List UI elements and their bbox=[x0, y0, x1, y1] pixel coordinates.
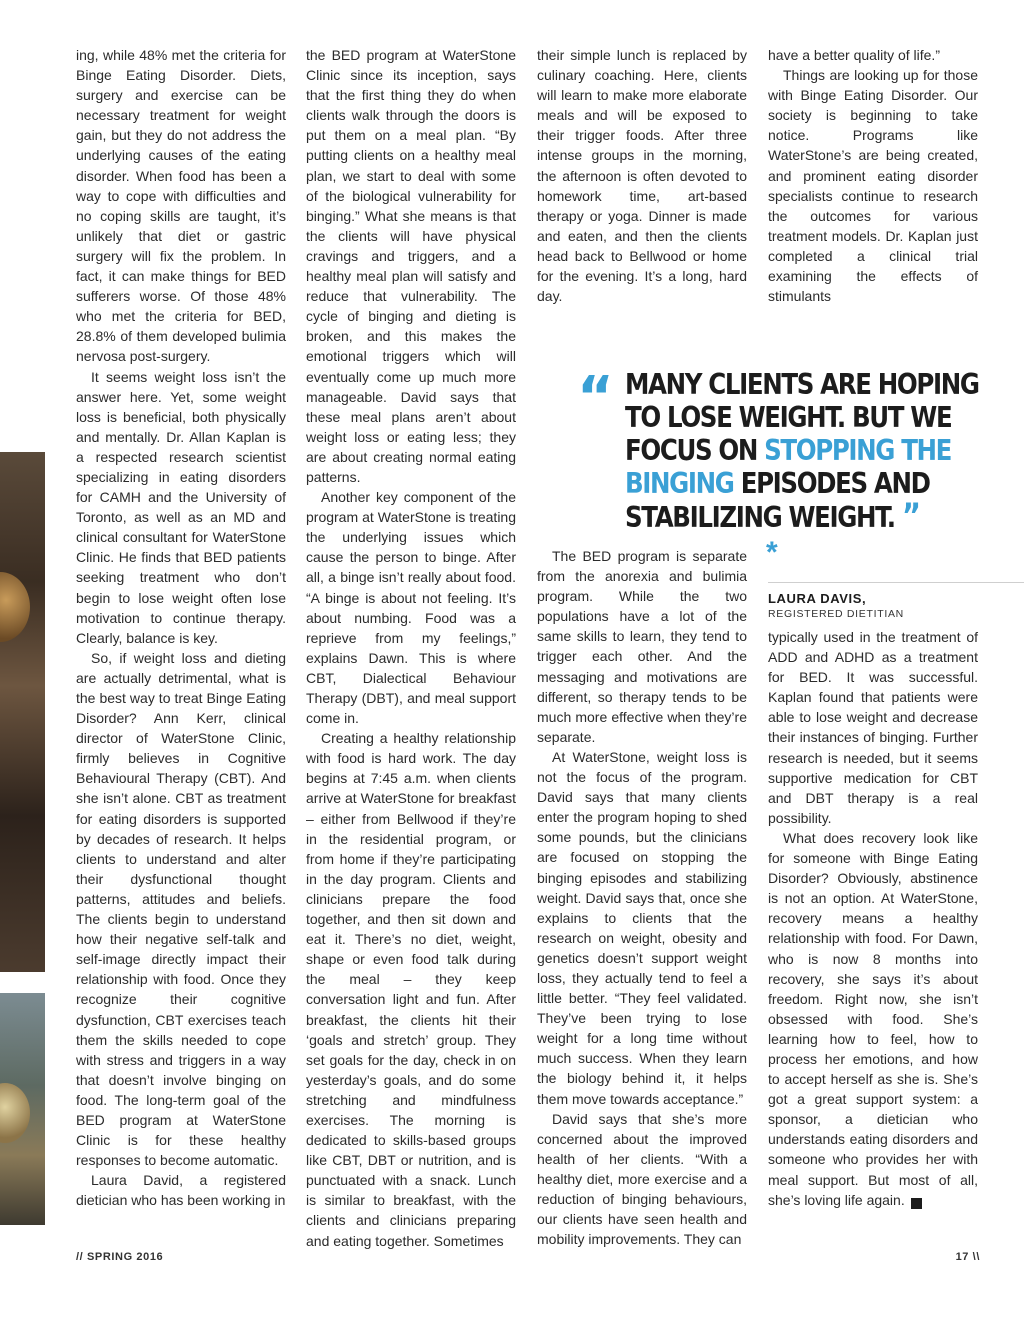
article-column-3-bottom bbox=[537, 546, 747, 1249]
paragraph: Laura David, a registered dietician who has been working in bbox=[76, 1172, 286, 1209]
article-column-1 bbox=[76, 45, 286, 1210]
pull-quote-highlight: STOPPING THE BINGING bbox=[625, 434, 952, 500]
attribution-name: LAURA DAVIS, bbox=[768, 591, 867, 606]
attribution-divider bbox=[768, 582, 1024, 583]
article-column-2 bbox=[306, 45, 516, 1251]
paragraph-text: What does recovery look like for someone with Binge Eating Disorder? Obviously, abstinence is not an option. At WaterStone, recovery means a healthy relationship with food. For Dawn, who is now 8 months into recovery, she says it’s about freedom. Right now, she isn’t obsessed with food. She’s learning how to feel, how to process her emotions, and how to accept herself as she is. She’s got a great support system: a sponsor, a dietician who understands eating disorders and someone who provides her with meal support. But most of all, she’s loving life again. bbox=[768, 829, 978, 1208]
article-column-3-top bbox=[537, 45, 747, 306]
article-column-4-bottom bbox=[768, 627, 978, 1210]
pull-quote-text-part: MANY CLIENTS ARE HOPING TO LOSE WEIGHT. BUT WE FOCUS ON bbox=[625, 368, 979, 467]
paragraph: their simple lunch is replaced by culinary coaching. Here, clients will learn to make more elaborate meals and will be exposed to their trigger foods. After three intense groups in the morning, the afternoon is often devoted to homework time, art-based therapy or yoga. Dinner is made and eaten, and then the clients head back to Bellwood or home for the evening. It’s a long, hard day. bbox=[537, 47, 747, 305]
pull-quote-text-part: EPISODES AND STABILIZING WEIGHT. bbox=[625, 467, 930, 534]
article-column-4-top bbox=[768, 45, 978, 306]
page-number: 17 \\ bbox=[955, 1251, 980, 1263]
open-quote-mark: “ bbox=[577, 365, 614, 430]
end-of-article-icon: P bbox=[911, 1198, 922, 1209]
paragraph: Another key component of the program at WaterStone is treating the underlying issues which cause the person to binge. After all, a binge isn’t really about food. “A binge is about not feeling. It’s about numbing. Food was a reprieve from my feelings,” explains Dawn. This is where CBT, Dialectical Behaviour Therapy (DBT), and meal support come in. bbox=[306, 489, 516, 727]
close-quote-mark: ” bbox=[901, 496, 920, 536]
paragraph bbox=[768, 828, 978, 1210]
attribution-title: REGISTERED DIETITIAN bbox=[768, 608, 904, 620]
paragraph: have a better quality of life.” bbox=[768, 47, 940, 63]
paragraph: Things are looking up for those with Binge Eating Disorder. Our society is beginning to take notice. Programs like WaterStone’s are being created, and prominent eating disorder specialists continue to research the outcomes for various treatment models. Dr. Kaplan just completed a clinical trial examining the effects of stimulants bbox=[768, 67, 978, 305]
asterisk-icon: * bbox=[766, 536, 778, 569]
paragraph: David says that she’s more concerned about the improved health of her clients. “With a healthy diet, more exercise and a reduction of binging behaviours, our clients have seen health and mobility improvements. They can bbox=[537, 1110, 747, 1248]
paragraph: ing, while 48% met the criteria for Binge Eating Disorder. Diets, surgery and exercise can be necessary treatment for weight gain, but they do not address the underlying causes of the eating disorder. When food has been a way to cope with difficulties and no coping skills are taught, it’s unlikely that diet or gastric surgery will fix the problem. In fact, it can make things for BED sufferers worse. Of those 48% who met the criteria for BED, 28.8% of them developed bulimia nervosa post-surgery. bbox=[76, 47, 286, 365]
paragraph: the BED program at WaterStone Clinic since its inception, says that the first thing they do when clients walk through the doors is put them on a meal plan. “By putting clients on a healthy meal plan, we start to deal with some of the biological vulnerability for binging.” What she means is that the clients will have physical cravings and triggers, and a healthy meal plan will satisfy and reduce that vulnerability. The cycle of binging and dieting is broken, and this makes the emotional triggers which will eventually come up much more manageable. David says that these meal plans aren’t about weight loss or eating less; they are about creating normal eating patterns. bbox=[306, 47, 516, 485]
issue-label: // SPRING 2016 bbox=[76, 1251, 164, 1263]
paragraph: So, if weight loss and dieting are actually detrimental, what is the best way to treat Binge Eating Disorder? Ann Kerr, clinical director of WaterStone Clinic, firmly believes in Cognitive Behavioural Therapy (CBT). And she isn’t alone. CBT as treatment for eating disorders is supported by decades of research. It helps clients to understand and alter their dysfunctional thought patterns, attitudes and beliefs. The clients begin to understand how their negative self-talk and self-image directly impact their relationship with food. Once they recognize their cognitive dysfunction, CBT exercises teach them the skills needed to cope with stress and triggers in a way that doesn’t involve binging on food. The long-term goal of the BED program at WaterStone Clinic is for these healthy responses to become automatic. bbox=[76, 649, 286, 1169]
page-edge-photo-top bbox=[0, 452, 45, 972]
paragraph: typically used in the treatment of ADD and ADHD as a treatment for BED. It was successful. Kaplan found that patients were able to lose weight and decrease their instances of binging. Further research is needed, but it seems supportive medication for CBT and DBT therapy is a real possibility. bbox=[768, 629, 978, 826]
paragraph: The BED program is separate from the anorexia and bulimia program. While the two populations have a lot of the same skills to learn, they tend to trigger each other. And the messaging and motivations are different, so therapy tends to be much more effective when they’re separate. bbox=[537, 548, 747, 745]
page-edge-photo-bottom bbox=[0, 993, 45, 1225]
paragraph: It seems weight loss isn’t the answer here. Yet, some weight loss is beneficial, both physically and mentally. Dr. Allan Kaplan is a respected research scientist specializing in eating disorders for CAMH and the University of Toronto, as well as an MD and clinical consultant for WaterStone Clinic. He finds that BED patients seeking treatment who don’t begin to lose weight often lose motivation to continue therapy. Clearly, balance is key. bbox=[76, 368, 286, 646]
paragraph: At WaterStone, weight loss is not the focus of the program. David says that many clients enter the program hoping to shed some pounds, but the clinicians are focused on stopping the binging episodes and stabilizing weight. David says that, once she explains to clients that the research on weight, obesity and genetics doesn’t support weight loss, they actually tend to feel a little better. “They feel validated. They’ve been trying to lose weight for a long time without much success. When they learn the biology behind it, it helps them move towards acceptance.” bbox=[537, 748, 747, 1107]
pull-quote-text bbox=[625, 368, 1003, 534]
paragraph: Creating a healthy relationship with food is hard work. The day begins at 7:45 a.m. when clients arrive at WaterStone for breakfast – either from Bellwood if they’re in the residential program, or from home if they’re participating in the day program. Clients and clinicians prepare the food together, and then sit down and eat it. There’s no diet, weight, shape or even food talk during the meal – they keep conversation light and fun. After breakfast, the clients hit their ‘goals and stretch’ group. They set goals for the day, check in on yesterday’s goals, and do some stretching and mindfulness exercises. The morning is dedicated to skills-based groups like CBT, DBT or nutrition, and is punctuated with a snack. Lunch is similar to breakfast, with the clients and clinicians preparing and eating together. Sometimes bbox=[306, 730, 516, 1249]
